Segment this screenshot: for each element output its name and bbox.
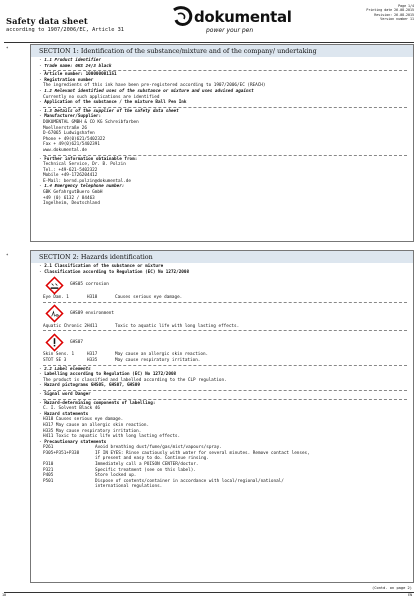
bullet: · xyxy=(39,58,45,63)
line-text: Application of the substance / the mixture Ball Pen Ink xyxy=(44,100,187,106)
precautionary-statements xyxy=(39,445,407,490)
skin-sens-row: Skin Sens. 1 H317 May cause an allergic skin reaction. xyxy=(43,352,209,358)
text-line xyxy=(39,392,407,398)
eye-damage-row: Eye Dam. 1 H318 Causes serious eye damage. xyxy=(43,295,183,301)
line-text: H318 Causes serious eye damage. xyxy=(43,417,124,423)
line-text: Hazard-determining components of labelling: xyxy=(44,400,156,406)
bullet: · xyxy=(39,100,45,106)
document-title: Safety data sheet xyxy=(6,16,88,26)
precaution-text: international regulations. xyxy=(95,484,163,490)
footer-divider xyxy=(4,592,414,593)
ghs09-pictogram-row xyxy=(39,304,407,324)
line-text: Currently no such applications are identified xyxy=(43,94,160,100)
ghs09-label: GHS09 environment xyxy=(70,310,114,316)
document-meta xyxy=(366,4,414,22)
ghs07-label: GHS07 xyxy=(70,339,83,345)
line-text: Registration number xyxy=(44,77,94,83)
revision-date: Revision: 26.08.2015 xyxy=(374,12,414,17)
bullet: · xyxy=(39,77,45,83)
continued-note: (Contd. on page 2) xyxy=(372,586,412,590)
precaution-text: if present and easy to do. Continue rinsing. xyxy=(95,456,209,462)
logo-swirl-icon xyxy=(172,6,194,28)
label-elements xyxy=(39,367,407,446)
bullet: · xyxy=(39,439,45,445)
line-text: Further information obtainable from: xyxy=(44,156,138,162)
divider xyxy=(43,155,407,156)
language-code: EN xyxy=(408,593,412,597)
divider xyxy=(43,399,407,400)
line-text: Mobile +49-1726204412 xyxy=(43,173,98,179)
change-marker: * xyxy=(6,253,9,258)
section-2 xyxy=(30,250,414,583)
page-header xyxy=(0,0,418,44)
line-text: Article number: 100000001151 xyxy=(44,72,117,78)
aquatic-row: Aquatic Chronic 2 H411 Toxic to aquatic life with long lasting effects. xyxy=(43,323,240,329)
logo-tagline: power your pen xyxy=(206,27,254,34)
version-number: Version number 11 xyxy=(380,17,414,22)
line-text: GBK GefahrgutBuero GmbH xyxy=(43,190,103,196)
bullet: · xyxy=(39,184,45,190)
bullet: · xyxy=(39,372,45,378)
section-1 xyxy=(30,44,414,242)
precaution-code: P310 xyxy=(43,462,54,468)
precaution-text: Specific treatment (see on this label). xyxy=(95,467,196,473)
precaution-text: Store locked up. xyxy=(95,473,137,479)
bullet: · xyxy=(39,72,45,78)
section-1-body xyxy=(31,57,413,209)
divider xyxy=(43,365,407,366)
bullet: · xyxy=(39,383,45,389)
line-text: Precautionary statements xyxy=(44,439,107,445)
text-line xyxy=(39,148,407,154)
precaution-code: P501 xyxy=(43,478,54,484)
precaution-code xyxy=(43,484,95,490)
line-text: Manufacturer/Supplier: xyxy=(44,114,102,120)
line-text: Tel.: +49-621-5402322 xyxy=(43,167,98,173)
printing-date: Printing date 26.08.2015 xyxy=(366,8,414,13)
line-text: H335 May cause respiratory irritation. xyxy=(43,428,142,434)
precaution-code: P405 xyxy=(43,473,54,479)
precaution-text: Dispose of contents/container in accordance with local/regional/national/ xyxy=(95,478,284,484)
logo-wordmark: dokumental xyxy=(194,8,292,26)
line-text: H317 May cause an allergic skin reaction. xyxy=(43,422,150,428)
line-text: Phone + 49(0)621/5402322 xyxy=(43,136,106,142)
environment-icon xyxy=(45,304,64,323)
line-text: Ingelheim, Deutschland xyxy=(43,201,100,207)
line-text: 2.2 Label elements xyxy=(44,366,91,372)
bullet: · xyxy=(39,391,45,397)
bullet: · xyxy=(39,411,45,417)
bullet: · xyxy=(39,88,45,94)
section-1-heading: SECTION 1: Identification of the substance/mixture and of the company/ undertaking xyxy=(31,45,413,57)
precaution-text: Avoid breathing dust/fume/gas/mist/vapours/spray. xyxy=(95,445,222,451)
line-text: DOKUMENTAL GMBH & CO KG Schreibfarben xyxy=(43,119,139,125)
line-text: Hazard pictograms GHS05, GHS07, GHS09 xyxy=(44,383,140,389)
bullet: · xyxy=(39,366,45,372)
line-text: The product is classified and labelled according to the CLP regulation. xyxy=(43,377,227,383)
corrosion-icon xyxy=(45,276,64,295)
bullet: · xyxy=(39,114,45,120)
line-text: C. I. Solvent Black 46 xyxy=(43,406,100,412)
line-text: 1.3 Details of the supplier of the safety data sheet xyxy=(44,108,179,114)
line-text: Moellnerstraße 26 xyxy=(43,125,87,131)
precaution-row xyxy=(39,484,407,490)
page-number: Page 1/4 xyxy=(398,4,414,8)
line-text: Fax + 49(0)621/5402391 xyxy=(43,142,100,148)
line-text: Labelling according to Regulation (EC) No 1272/2008 xyxy=(44,372,177,378)
divider xyxy=(43,302,407,303)
classification-heading: · Classification according to Regulation (EC) No 1272/2008 xyxy=(39,269,190,275)
line-text: Hazard statements xyxy=(44,411,89,417)
bullet: · xyxy=(39,63,45,69)
subsection-2-1: · 2.1 Classification of the substance or mixture xyxy=(39,264,164,269)
line-text: 1.4 Emergency telephone number: xyxy=(44,184,125,190)
document-subtitle: according to 1907/2006/EC, Article 31 xyxy=(6,27,124,33)
line-text: +49 (0) 6132 / 84463 xyxy=(43,195,95,201)
ghs05-pictogram-row xyxy=(39,275,407,295)
precaution-text: IF IN EYES: Rinse cautiously with water for several minutes. Remove contact lenses, xyxy=(95,450,310,456)
precaution-code: P305+P351+P338 xyxy=(43,450,80,456)
line-text: H411 Toxic to aquatic life with long lasting effects. xyxy=(43,434,181,440)
precaution-text: Immediately call a POISON CENTER/doctor. xyxy=(95,462,199,468)
line-text: Signal word Danger xyxy=(44,391,91,397)
line-text: E-Mail: bernd.polzin@dokumental.de xyxy=(43,178,131,184)
precaution-code: P261 xyxy=(43,445,54,451)
header-divider xyxy=(4,42,414,43)
divider xyxy=(43,107,407,108)
ghs05-label: GHS05 corrosion xyxy=(70,282,109,288)
section-2-body xyxy=(31,263,413,492)
change-marker: * xyxy=(6,46,9,51)
line-text: 1.1 Product identifier xyxy=(44,58,102,63)
stot-row: STOT SE 3 H335 May cause respiratory irritation. xyxy=(43,357,201,363)
ghs07-pictogram-row xyxy=(39,332,407,352)
text-line xyxy=(39,64,407,70)
line-text: The ingredients of this ink have been pre-registered according to 1907/2006/EC (REACH) xyxy=(43,83,266,89)
bullet: · xyxy=(39,400,45,406)
line-text: D-67065 Ludwigshafen xyxy=(43,131,95,137)
divider xyxy=(43,330,407,331)
bullet: · xyxy=(39,156,45,162)
exclamation-icon xyxy=(45,333,64,352)
line-text: Technical Service, Dr. B. Polzin xyxy=(43,162,126,168)
text-line xyxy=(39,201,407,207)
margin-number: 10 xyxy=(2,593,7,597)
company-logo xyxy=(168,6,292,36)
section-2-heading: SECTION 2: Hazards identification xyxy=(31,251,413,263)
bullet: · xyxy=(39,108,45,114)
divider xyxy=(43,390,407,391)
precaution-code: P321 xyxy=(43,467,54,473)
text-line xyxy=(39,383,407,389)
text-line xyxy=(39,100,407,106)
line-text: Trade name: GKS 24/3 black xyxy=(44,63,112,69)
line-text: 1.2 Relevant identified uses of the substance or mixture and uses advised against xyxy=(44,88,254,94)
line-text: www.dokumental.de xyxy=(43,147,87,153)
